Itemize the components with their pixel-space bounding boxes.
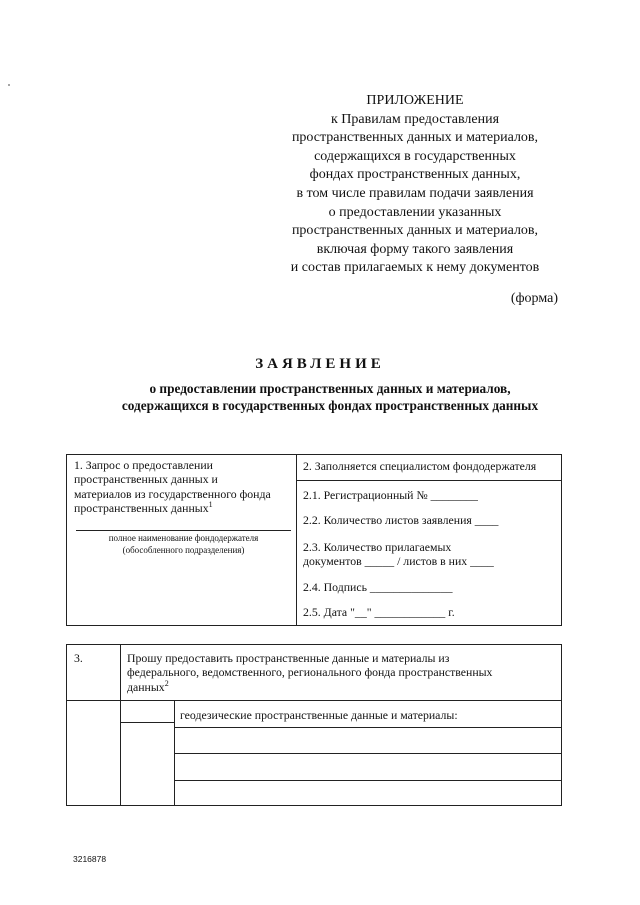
footnote-marker: 2 [164, 678, 169, 688]
geodetic-data-label: геодезические пространственные данные и материалы: [180, 708, 458, 722]
checkbox-cell[interactable] [120, 722, 174, 723]
entry-line[interactable] [174, 753, 562, 754]
form-label: (форма) [510, 291, 558, 306]
section1-line: пространственных данных [74, 501, 209, 516]
appendix-header [250, 92, 580, 278]
appendix-line: и состав прилагаемых к нему документов [290, 260, 540, 276]
caption-line: (обособленного подразделения) [122, 544, 245, 555]
document-title: ЗАЯВЛЕНИЕ [255, 356, 385, 372]
appendix-line: в том числе правилам подачи заявления [296, 185, 534, 201]
section1-line: 1. Запрос о предоставлении [74, 458, 213, 472]
footnote-marker: 1 [208, 500, 213, 510]
signature-field[interactable]: 2.4. Подпись ______________ [303, 580, 453, 594]
request-line: Прошу предоставить пространственные данные и материалы из [127, 651, 450, 665]
subtitle-line: о предоставлении пространственных данных и материалов, [149, 381, 511, 396]
table-divider [66, 700, 562, 701]
fund-holder-name-field[interactable] [76, 530, 291, 531]
attached-docs-line: документов _____ / листов в них ____ [303, 554, 494, 569]
appendix-line: включая форму такого заявления [316, 241, 514, 257]
section1-request [74, 458, 294, 516]
appendix-line: к Правилам предоставления [330, 111, 500, 127]
request-line: данных [127, 679, 165, 694]
entry-line[interactable] [174, 780, 562, 781]
section3-request [127, 651, 557, 694]
table-divider [296, 480, 562, 481]
fund-holder-caption [76, 533, 291, 556]
request-line: федерального, ведомственного, регионального фонда пространственных [127, 665, 493, 680]
section3-number: 3. [74, 651, 83, 665]
appendix-line: пространственных данных и материалов, [291, 130, 539, 146]
sheet-count-field[interactable]: 2.2. Количество листов заявления ____ [303, 513, 499, 527]
subtitle-line: содержащихся в государственных фондах пространственных данных [121, 398, 539, 413]
caption-line: полное наименование фондодержателя [108, 533, 259, 543]
registration-number-field[interactable]: 2.1. Регистрационный № ________ [303, 488, 478, 502]
appendix-line: пространственных данных и материалов, [291, 223, 539, 239]
document-subtitle [60, 380, 600, 414]
table-divider [120, 644, 121, 806]
table-divider [174, 727, 562, 728]
document-number: 3216878 [73, 854, 107, 864]
appendix-line: фондах пространственных данных, [309, 167, 521, 183]
section2-header: 2. Заполняется специалистом фондодержателя [303, 459, 537, 473]
appendix-line: о предоставлении указанных [328, 204, 502, 220]
appendix-line: содержащихся в государственных [314, 148, 516, 164]
attached-docs-line: 2.3. Количество прилагаемых [303, 540, 452, 554]
date-field[interactable]: 2.5. Дата "__" ____________ г. [303, 605, 455, 619]
section1-line: пространственных данных и [74, 472, 218, 487]
appendix-line: ПРИЛОЖЕНИЕ [366, 93, 464, 108]
section1-line: материалов из государственного фонда [74, 486, 271, 501]
attached-docs-field[interactable] [303, 540, 494, 569]
scan-speck [8, 84, 10, 86]
